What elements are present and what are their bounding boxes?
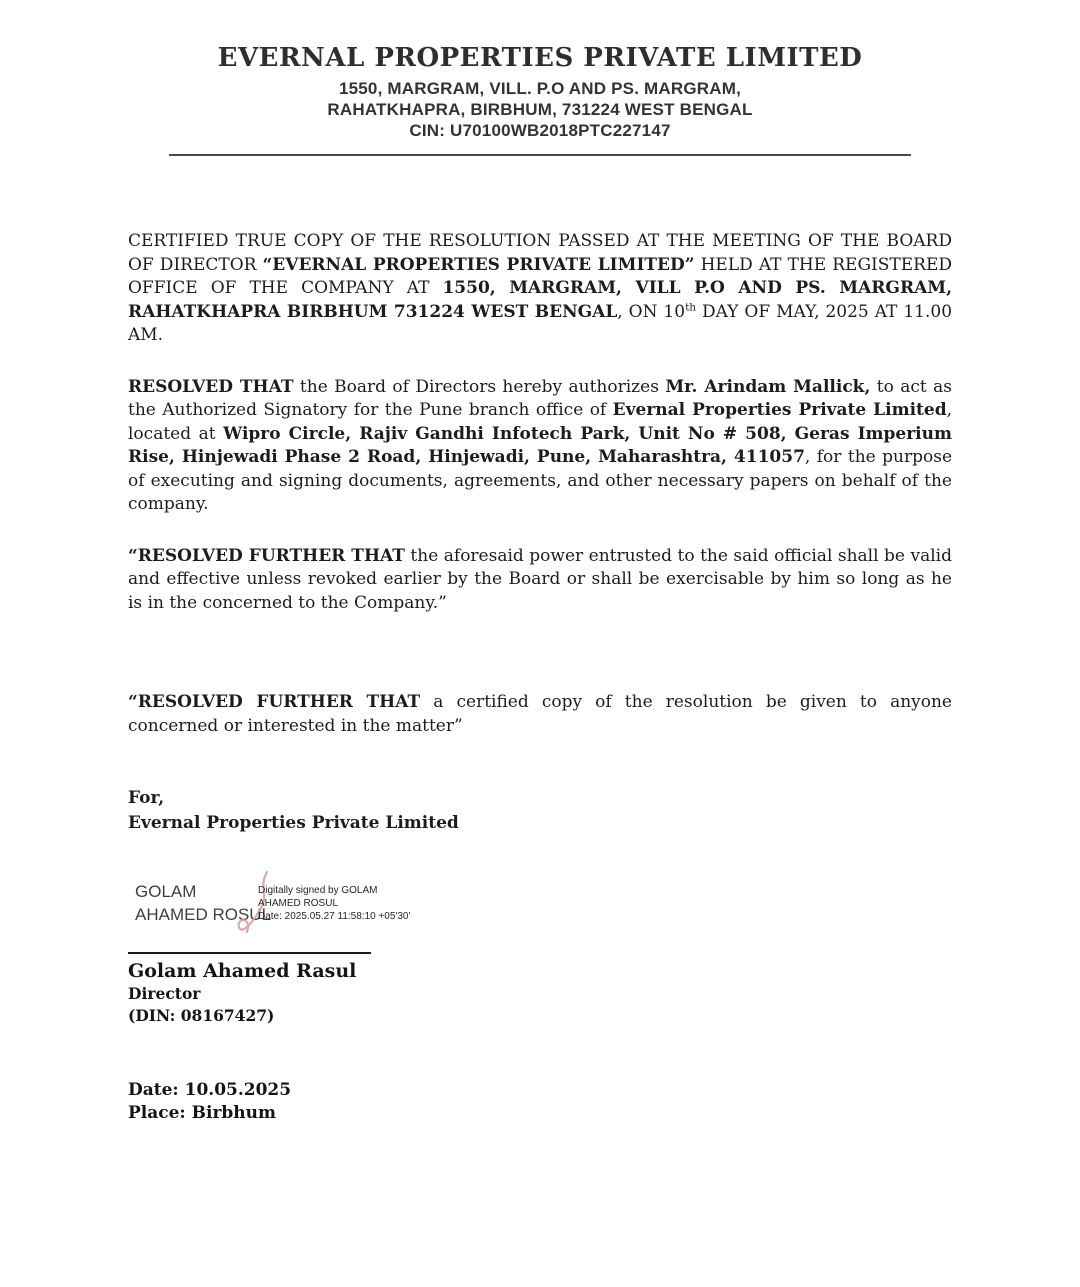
letterhead [0,42,1080,156]
company-address-line1: 1550, MARGRAM, VILL. P.O AND PS. MARGRAM, [338,79,742,98]
signatory-designation: Director [128,984,201,1003]
digital-signature-detail-line1: Digitally signed by GOLAM [258,885,378,896]
digital-signature-detail-line3: Date: 2025.05.27 11:58:10 +05'30' [258,911,411,922]
signoff-company-name: Evernal Properties Private Limited [128,813,459,833]
signature-line [128,952,371,954]
date-line: Date: 10.05.2025 [128,1080,292,1100]
company-address-line2: RAHATKHAPRA, BIRBHUM, 731224 WEST BENGAL [327,100,753,119]
paragraph-resolved-further-validity: “RESOLVED FURTHER THAT the aforesaid power entrusted to the said official shall be valid and effective unless revoked earlier by the Board or shall be exercisable by him so long as he is in the concerned to the Company.” [128,545,952,613]
signatory-din: (DIN: 08167427) [128,1006,275,1025]
for-label: For, [128,788,165,808]
signoff [128,786,952,836]
company-name: EVERNAL PROPERTIES PRIVATE LIMITED [217,43,863,73]
digital-signature-detail-line2: AHAMED ROSUL [258,898,339,909]
place-line: Place: Birbhum [128,1102,276,1123]
digital-stamp-name-line2: AHAMED ROSUL [135,905,272,924]
signatory-name: Golam Ahamed Rasul [128,960,357,982]
document-body [128,230,952,1124]
digital-signature-details [258,884,410,923]
signature-block [128,880,952,1027]
company-cin: CIN: U70100WB2018PTC227147 [409,121,671,140]
paragraph-resolved-that: RESOLVED THAT the Board of Directors hereby authorizes Mr. Arindam Mallick, to act as the Authorized Signatory for the Pune branch office of Evernal Properties Private Limited, located at Wipro Circle, Rajiv Gandhi Infotech Park, Unit No # 508, Geras Imperium Rise, Hinjewadi Phase 2 Road, Hinjewadi, Pune, Maharashtra, 411057, for the purpose of executing and signing documents, agreements, and other necessary papers on behalf of the company. [128,376,953,514]
paragraph-certified-true-copy: CERTIFIED TRUE COPY OF THE RESOLUTION PASSED AT THE MEETING OF THE BOARD OF DIRECTOR “EVERNAL PROPERTIES PRIVATE LIMITED” HELD AT THE REGISTERED OFFICE OF THE COMPANY AT 1550, MARGRAM, VILL P.O AND PS. MARGRAM, RAHATKHAPRA BIRBHUM 731224 WEST BENGAL, ON 10th DAY OF MAY, 2025 AT 11.00 AM. [128,231,953,345]
header-divider [169,154,911,156]
digital-stamp-name-line1: GOLAM [135,882,197,901]
date-place-block [128,1079,952,1124]
paragraph-resolved-further-certified-copy: “RESOLVED FURTHER THAT a certified copy of the resolution be given to anyone concerned or interested in the matter” [128,692,952,736]
digital-signature-stamp [135,880,952,942]
